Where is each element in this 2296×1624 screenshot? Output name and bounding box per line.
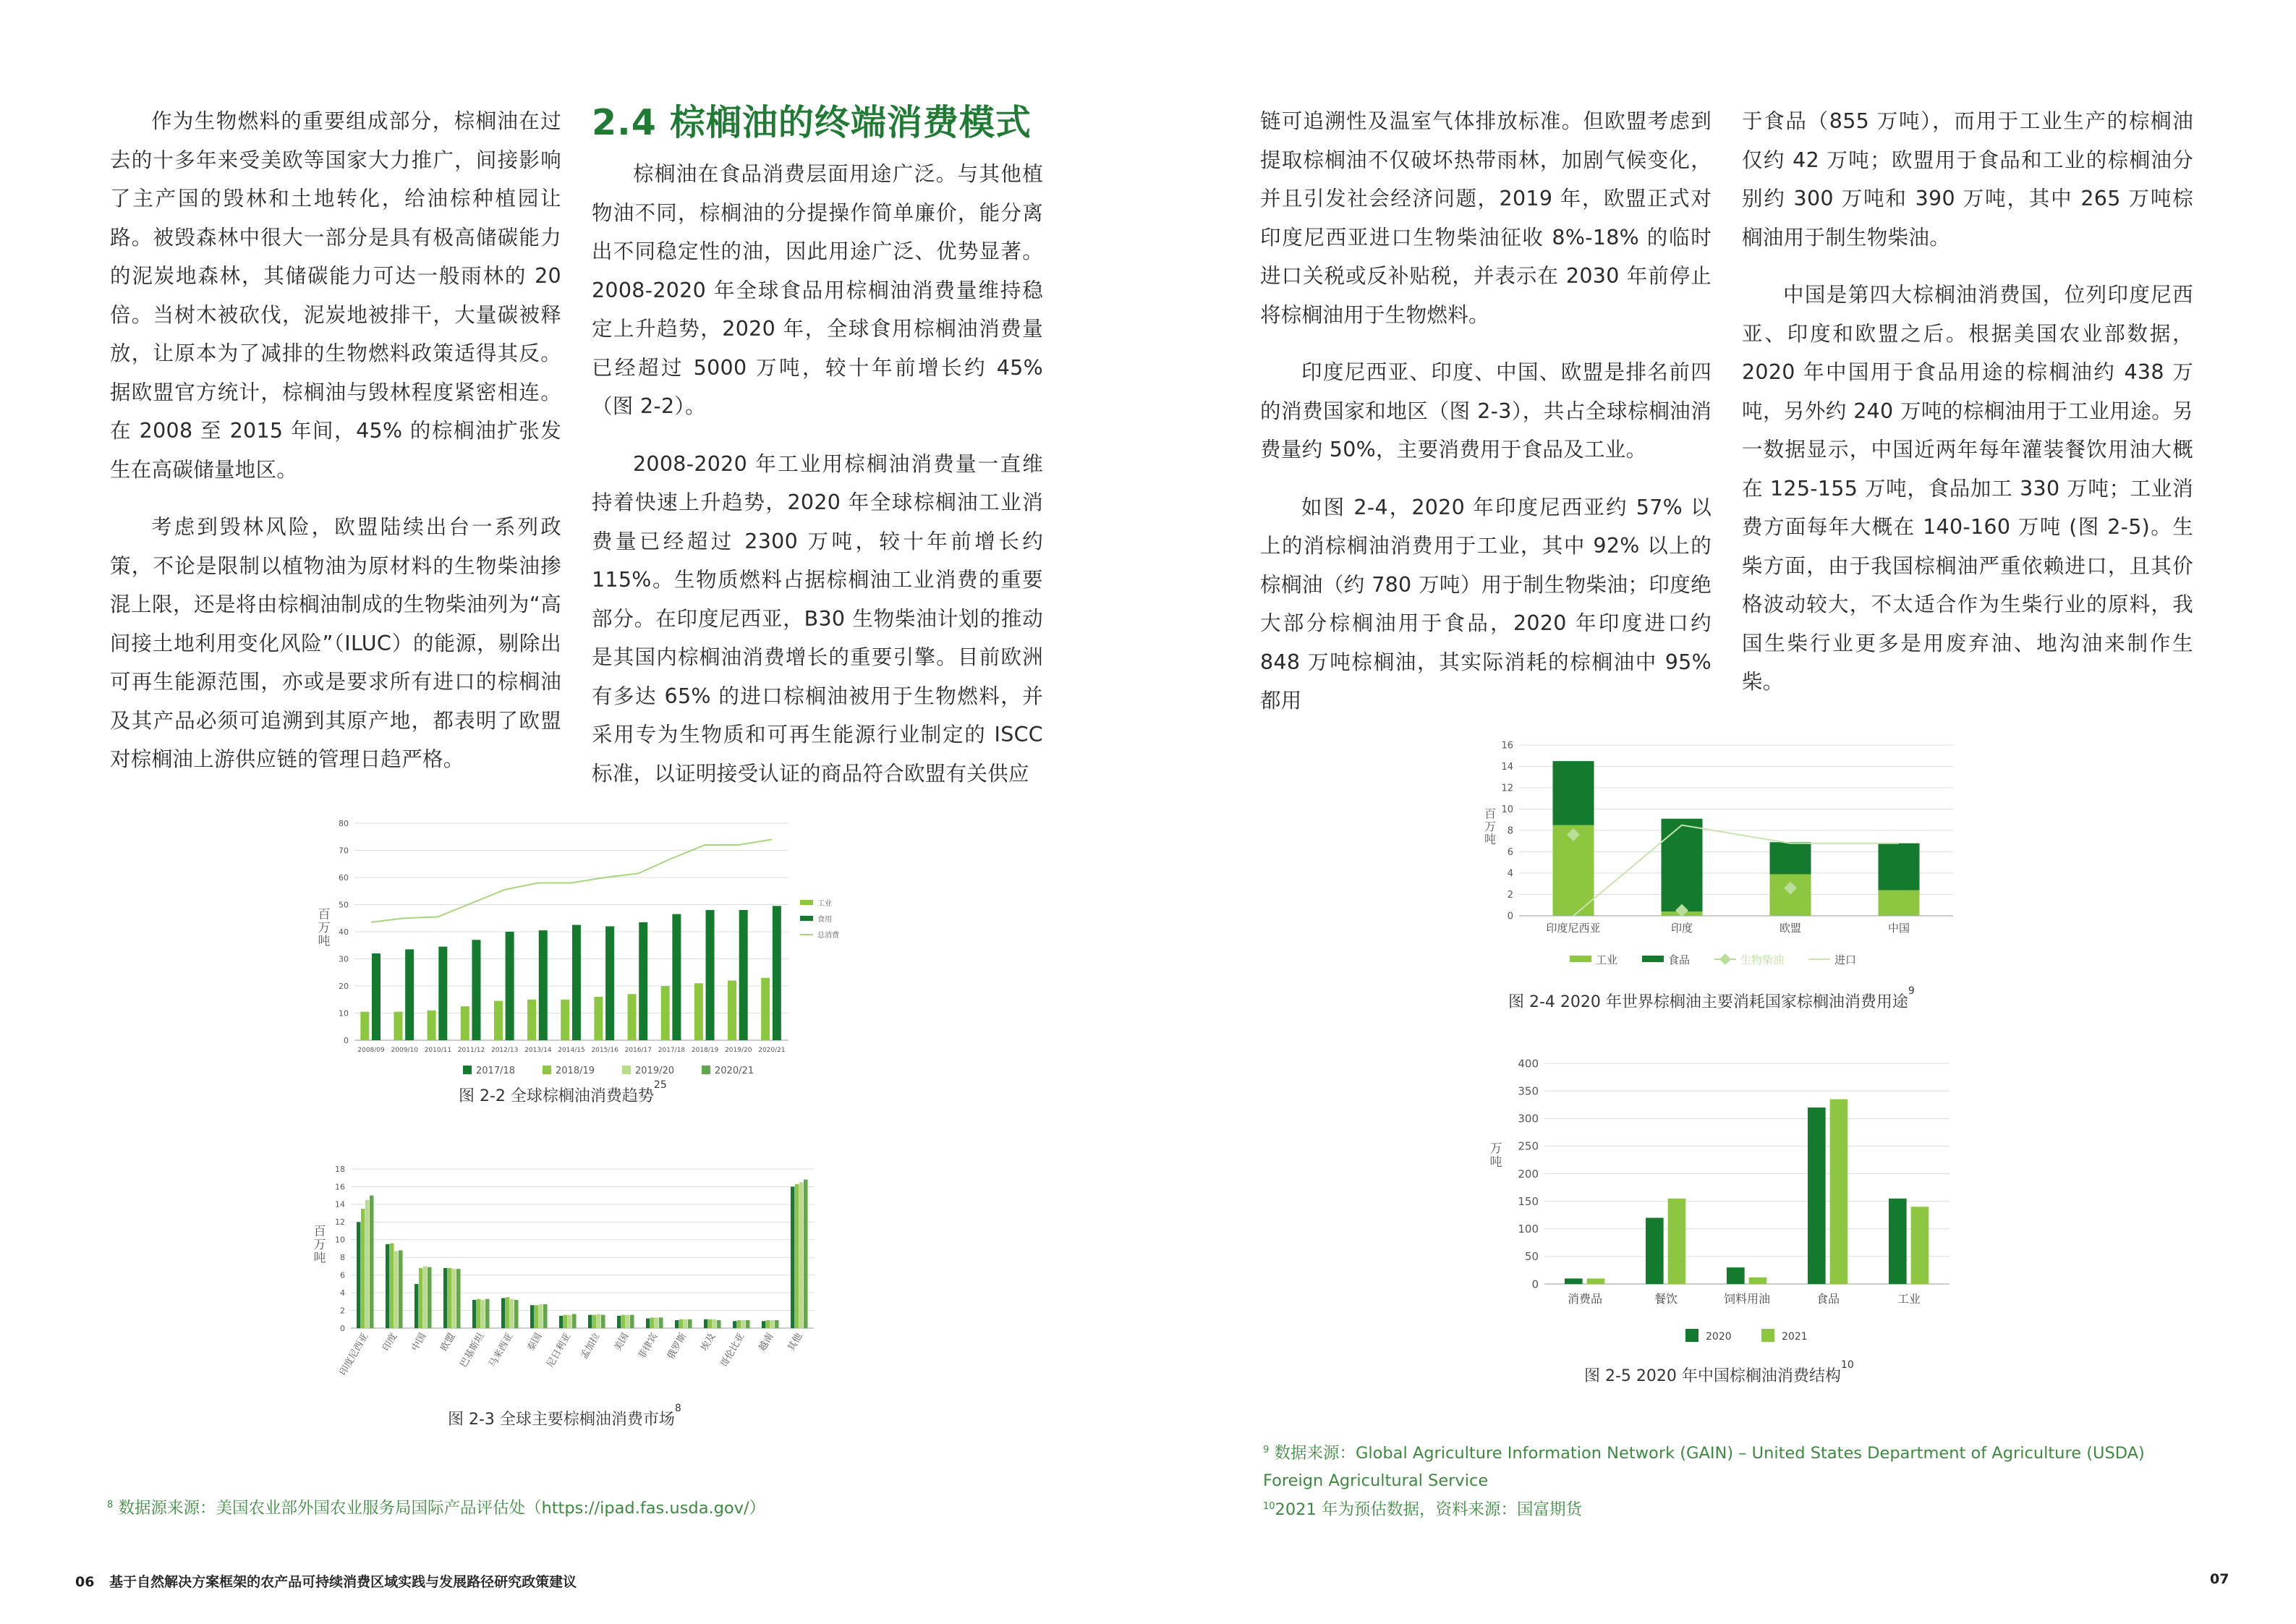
bar	[770, 1320, 775, 1328]
bar	[448, 1268, 452, 1328]
legend-swatch	[1761, 1329, 1774, 1342]
x-tick-label: 2014/15	[558, 1047, 585, 1054]
legend-swatch	[702, 1066, 710, 1074]
bar-2021	[1830, 1100, 1848, 1284]
bar	[394, 1251, 399, 1328]
bar-food	[572, 925, 581, 1040]
bar	[456, 1269, 461, 1328]
y-axis-label: 吨	[1489, 1155, 1502, 1170]
bar	[501, 1298, 506, 1328]
x-tick-label: 印度	[380, 1331, 400, 1353]
bar	[510, 1299, 514, 1328]
line-import	[1573, 825, 1899, 916]
y-axis-label: 万	[1489, 1142, 1502, 1157]
bar	[621, 1315, 626, 1328]
bar	[795, 1184, 799, 1328]
y-tick-label: 2	[1507, 890, 1513, 901]
bar	[419, 1268, 423, 1328]
bar-food	[639, 922, 647, 1040]
y-tick-label: 10	[339, 1008, 349, 1019]
y-axis-label: 吨	[313, 1251, 326, 1266]
paragraph: 印度尼西亚、印度、中国、欧盟是排名前四的消费国家和地区（图 2-3），共占全球棕榈油消费量约 50%，主要消费用于食品及工业。	[1260, 360, 1712, 462]
bar	[588, 1315, 592, 1328]
bar	[650, 1317, 655, 1328]
bar	[564, 1315, 568, 1328]
legend-swatch	[622, 1066, 631, 1074]
legend-label: 2017/18	[476, 1066, 516, 1076]
bar	[679, 1319, 684, 1328]
paragraph: 中国是第四大棕榈油消费国，位列印度尼西亚、印度和欧盟之后。根据美国农业部数据，2020 年中国用于食品用途的棕榈油约 438 万吨，另外约 240 万吨的棕榈油用于工业用途。另一数据显示，中国近两年每年灌装餐饮用油大概在 125-155 万吨，食品加工 330 万吨；工业消费方面每年大概在 140-160 万吨 (图 2-5)。生柴方面，由于我国棕榈油严重依赖进口，且其价格波动较大，不太适合作为生柴行业的原料，我国生柴行业更多是用废弃油、地沟油来制作生柴。	[1742, 283, 2193, 694]
legend-swatch	[1685, 1329, 1698, 1342]
caption-fig-2-2	[459, 1079, 667, 1106]
bar-food	[438, 947, 447, 1040]
chart-usage-by-country	[1476, 731, 1982, 977]
x-tick-label: 2018/19	[691, 1047, 719, 1054]
caption-text: 图 2-3 全球主要棕榈油消费市场	[448, 1411, 675, 1429]
legend-label: 工业	[1596, 953, 1618, 966]
bar	[684, 1319, 688, 1328]
footnote-mark: 9	[1263, 1445, 1270, 1455]
bar-food	[672, 914, 681, 1040]
middle-text-column	[592, 155, 1043, 793]
caption-fig-2-5	[1584, 1359, 1854, 1386]
bar	[423, 1266, 428, 1328]
bar-food	[472, 940, 480, 1040]
bar	[539, 1304, 543, 1328]
bar	[568, 1315, 572, 1328]
x-tick-label: 哥伦比亚	[718, 1331, 747, 1370]
bar	[804, 1180, 808, 1328]
x-tick-label: 中国	[1887, 922, 1910, 935]
bar	[485, 1299, 490, 1328]
footnote-9	[1263, 1440, 2203, 1495]
bar	[572, 1314, 577, 1328]
legend-label: 生物柴油	[1740, 953, 1785, 966]
paragraph: 2008-2020 年工业用棕榈油消费量一直维持着快速上升趋势，2020 年全球棕榈油工业消费量已经超过 2300 万吨，较十年前增长约 115%。生物质燃料占据棕榈油工业消费的重要部分。在印度尼西亚，B30 生物柴油计划的推动是其国内棕榈油消费增长的重要引擎。目前欧洲有多达 65% 的进口棕榈油被用于生物燃料，并采用专为生物质和可再生能源行业制定的 ISCC 标准，以证明接受认证的商品符合欧盟有关供应	[592, 451, 1043, 786]
x-tick-label: 2009/10	[391, 1047, 418, 1054]
chart-global-consumption-trend	[304, 810, 854, 1078]
footnote-mark: 8	[107, 1500, 114, 1510]
x-tick-label: 2015/16	[591, 1047, 618, 1054]
bar	[717, 1320, 721, 1328]
paragraph: 链可追溯性及温室气体排放标准。但欧盟考虑到提取棕榈油不仅破坏热带雨林，加剧气候变化，并且引发社会经济问题，2019 年，欧盟正式对印度尼西亚进口生物柴油征收 8%-18% 的临时进口关税或反补贴税，并表示在 2030 年前停止将棕榈油用于生物燃料。	[1260, 109, 1712, 327]
y-axis-label: 万	[313, 1238, 326, 1252]
y-tick-label: 20	[339, 981, 349, 991]
legend-swatch	[543, 1066, 551, 1074]
y-tick-label: 350	[1518, 1084, 1539, 1098]
chart-svg	[304, 1163, 854, 1395]
x-tick-label: 2017/18	[658, 1047, 686, 1054]
bar	[775, 1320, 779, 1328]
x-tick-label: 欧盟	[438, 1331, 458, 1353]
bar	[472, 1300, 477, 1328]
y-tick-label: 400	[1518, 1057, 1539, 1071]
footnote-text: 数据来源：Global Agriculture Information Network (GAIN) – United States Department of Agriculture (USDA) Foreign Agricultural Service	[1263, 1444, 2145, 1490]
bar-food	[1662, 819, 1703, 911]
bar	[659, 1317, 663, 1328]
legend-label: 进口	[1834, 953, 1857, 966]
legend-swatch	[1570, 956, 1591, 962]
y-tick-label: 100	[1518, 1223, 1539, 1236]
bar	[646, 1319, 650, 1328]
caption-fig-2-4	[1508, 985, 1915, 1012]
bar-industry	[628, 994, 637, 1040]
legend-label: 食品	[1668, 953, 1691, 966]
bar-2021	[1911, 1207, 1929, 1284]
paragraph: 如图 2-4，2020 年印度尼西亚约 57% 以上的消棕榈油消费用于工业，其中 92% 以上的棕榈油（约 780 万吨）用于制生物柴油；印度绝大部分棕榈油用于食品，2020 年印度进口约 848 万吨棕榈油，其实际消耗的棕榈油中 95% 都用	[1260, 495, 1712, 713]
bar-food	[372, 953, 380, 1040]
x-tick-label: 2013/14	[524, 1047, 552, 1054]
bar	[399, 1250, 403, 1328]
bar	[799, 1182, 804, 1328]
bar	[414, 1284, 419, 1328]
y-tick-label: 300	[1518, 1112, 1539, 1126]
bar	[733, 1321, 737, 1328]
bar	[617, 1316, 621, 1328]
bar-industry	[360, 1012, 369, 1040]
y-tick-label: 40	[339, 927, 349, 937]
x-tick-label: 2012/13	[490, 1047, 519, 1054]
caption-fig-2-3	[448, 1403, 681, 1429]
bar	[530, 1305, 535, 1328]
bar	[713, 1319, 717, 1328]
footer-left	[75, 1571, 577, 1591]
legend-label: 2020	[1706, 1331, 1732, 1343]
bar-food	[405, 949, 414, 1040]
bar-2021	[1587, 1278, 1605, 1284]
section-title: 2.4 棕榈油的终端消费模式	[592, 102, 1032, 143]
y-axis-label: 百	[313, 1224, 326, 1239]
y-axis-label: 万	[318, 921, 331, 935]
right-text-column-a	[1260, 102, 1712, 720]
bar	[452, 1269, 456, 1328]
y-axis-label: 百	[318, 907, 331, 922]
y-tick-label: 250	[1518, 1139, 1539, 1153]
bar-2020	[1727, 1267, 1745, 1284]
bar-industry	[494, 1001, 503, 1040]
legend-label: 2019/20	[635, 1066, 675, 1076]
chart-svg	[1476, 731, 1982, 977]
bar	[597, 1314, 601, 1328]
y-tick-label: 10	[335, 1235, 345, 1245]
legend-swatch	[800, 900, 813, 905]
bar	[386, 1244, 390, 1328]
chart-major-markets	[304, 1163, 854, 1395]
caption-ref: 8	[674, 1403, 681, 1414]
y-tick-label: 14	[1501, 762, 1513, 773]
bar-industry	[694, 983, 703, 1040]
bar-industry	[728, 981, 736, 1041]
caption-text: 图 2-2 全球棕榈油消费趋势	[459, 1087, 654, 1105]
bar	[559, 1316, 564, 1328]
paragraph: 棕榈油在食品消费层面用途广泛。与其他植物油不同，棕榈油的分提操作简单廉价，能分离出不同稳定性的油，因此用途广泛、优势显著。2008-2020 年全球食品用棕榈油消费量维持稳定上升趋势，2020 年，全球食用棕榈油消费量已经超过 5000 万吨，较十年前增长约 45%（图 2-2）。	[592, 162, 1043, 418]
legend-label: 2020/21	[715, 1066, 754, 1076]
y-tick-label: 18	[335, 1164, 345, 1174]
bar	[737, 1320, 741, 1328]
x-tick-label: 欧盟	[1779, 922, 1802, 935]
x-tick-label: 尼日利亚	[545, 1331, 574, 1370]
bar	[477, 1299, 481, 1328]
y-tick-label: 200	[1518, 1167, 1539, 1181]
bar	[704, 1319, 708, 1328]
bar	[675, 1320, 679, 1328]
x-tick-label: 越南	[757, 1331, 776, 1353]
y-tick-label: 8	[1507, 825, 1513, 837]
footer-title: 基于自然解决方案框架的农产品可持续消费区域实践与发展路径研究政策建议	[109, 1574, 577, 1590]
bar	[543, 1304, 548, 1328]
x-tick-label: 菲律宾	[636, 1331, 660, 1361]
y-tick-label: 0	[1507, 911, 1513, 922]
bar	[601, 1315, 605, 1328]
bar-2020	[1565, 1278, 1583, 1284]
page-number-left: 06	[75, 1574, 95, 1590]
right-text-column-b	[1742, 102, 2193, 702]
bar	[746, 1320, 750, 1328]
y-tick-label: 16	[1501, 740, 1513, 752]
bar	[630, 1315, 634, 1328]
bar-industry	[1879, 890, 1920, 916]
bar-2020	[1808, 1108, 1826, 1284]
caption-text: 图 2-4 2020 年世界棕榈油主要消耗国家棕榈油消费用途	[1508, 993, 1908, 1011]
y-tick-label: 0	[340, 1323, 345, 1333]
y-axis-label: 吨	[1484, 832, 1497, 846]
bar-industry	[761, 978, 770, 1040]
bar	[762, 1321, 766, 1328]
bar-food	[1879, 843, 1920, 890]
bar-food	[773, 906, 781, 1040]
paragraph: 作为生物燃料的重要组成部分，棕榈油在过去的十多年来受美欧等国家大力推广，间接影响了主产国的毁林和土地转化，给油棕种植园让路。被毁森林中很大一部分是具有极高储碳能力的泥炭地森林，其储碳能力可达一般雨林的 20 倍。当树木被砍伐，泥炭地被排干，大量碳被释放，让原本为了减排的生物燃料政策适得其反。据欧盟官方统计，棕榈油与毁林程度紧密相连。在 2008 至 2015 年间，45% 的棕榈油扩张发生在高碳储量地区。	[110, 109, 561, 482]
x-tick-label: 2020/21	[758, 1047, 786, 1054]
x-tick-label: 2019/20	[725, 1047, 752, 1054]
y-tick-label: 2	[340, 1306, 345, 1316]
bar-2021	[1668, 1199, 1686, 1284]
y-axis-label: 吨	[318, 934, 331, 949]
caption-ref: 10	[1840, 1359, 1854, 1371]
caption-text: 图 2-5 2020 年中国棕榈油消费结构	[1584, 1367, 1841, 1385]
paragraph: 于食品（855 万吨），而用于工业生产的棕榈油仅约 42 万吨；欧盟用于食品和工业的棕榈油分别约 300 万吨和 390 万吨，其中 265 万吨棕榈油用于制生物柴油。	[1742, 109, 2193, 250]
y-tick-label: 50	[339, 900, 349, 910]
chart-svg	[1476, 1049, 1982, 1353]
bar-industry	[661, 986, 670, 1040]
y-tick-label: 150	[1518, 1194, 1539, 1208]
bar	[655, 1317, 659, 1328]
y-tick-label: 0	[344, 1035, 349, 1045]
x-tick-label: 2011/12	[457, 1047, 485, 1054]
x-tick-label: 美国	[612, 1331, 632, 1353]
x-tick-label: 埃及	[699, 1331, 718, 1353]
caption-ref: 9	[1908, 985, 1915, 997]
legend-swatch	[800, 916, 813, 921]
bar	[357, 1222, 361, 1328]
x-tick-label: 饲料用油	[1723, 1292, 1771, 1306]
y-tick-label: 0	[1531, 1277, 1539, 1291]
legend-label: 2021	[1782, 1331, 1808, 1343]
x-tick-label: 2008/09	[357, 1047, 385, 1054]
x-tick-label: 2010/11	[424, 1047, 452, 1054]
x-tick-label: 中国	[409, 1331, 429, 1353]
y-tick-label: 30	[339, 954, 349, 964]
y-tick-label: 50	[1524, 1250, 1539, 1264]
bar-2020	[1889, 1199, 1907, 1284]
bar	[592, 1315, 597, 1328]
bar-industry	[561, 1000, 569, 1040]
bar-food	[1553, 761, 1594, 825]
bar	[443, 1268, 448, 1328]
y-tick-label: 70	[339, 846, 349, 856]
y-tick-label: 14	[335, 1199, 345, 1210]
bar	[535, 1305, 539, 1328]
y-tick-label: 10	[1501, 804, 1513, 816]
x-tick-label: 巴基斯坦	[458, 1331, 487, 1370]
x-tick-label: 消费品	[1567, 1292, 1603, 1306]
y-tick-label: 4	[1507, 868, 1513, 880]
bar	[688, 1319, 692, 1328]
x-tick-label: 马来西亚	[487, 1331, 516, 1370]
y-tick-label: 12	[1501, 783, 1513, 794]
bar-food	[506, 932, 514, 1040]
y-tick-label: 60	[339, 872, 349, 883]
bar-industry	[461, 1006, 469, 1040]
bar	[514, 1300, 519, 1328]
x-tick-label: 印度尼西亚	[1546, 922, 1601, 935]
legend-label: 食用	[817, 916, 832, 924]
y-tick-label: 16	[335, 1182, 345, 1192]
chart-china-structure	[1476, 1049, 1982, 1353]
page-number-right: 07	[2210, 1571, 2229, 1587]
bar	[481, 1300, 485, 1328]
legend-swatch	[1642, 956, 1664, 962]
bar	[428, 1267, 432, 1328]
bar	[626, 1315, 630, 1328]
bar-food	[739, 910, 748, 1040]
y-tick-label: 80	[339, 818, 349, 828]
y-tick-label: 4	[340, 1288, 345, 1298]
bar	[361, 1209, 365, 1328]
bar	[708, 1319, 713, 1328]
bar-industry	[527, 1000, 536, 1040]
bar-food	[706, 910, 715, 1040]
bar	[370, 1196, 374, 1328]
y-tick-label: 6	[1507, 847, 1513, 859]
bar-food	[539, 930, 548, 1040]
x-tick-label: 其他	[786, 1331, 805, 1353]
bar	[741, 1320, 746, 1328]
x-tick-label: 食品	[1816, 1292, 1840, 1306]
bar-food	[1770, 842, 1811, 874]
bar-industry	[394, 1012, 402, 1040]
x-tick-label: 2016/17	[624, 1047, 652, 1054]
left-text-column	[110, 102, 561, 779]
bar	[390, 1243, 394, 1328]
x-tick-label: 餐饮	[1654, 1292, 1678, 1306]
footnote-text: 2021 年为预估数据，资料来源：国富期货	[1275, 1500, 1582, 1519]
y-axis-label: 万	[1484, 820, 1497, 833]
bar	[766, 1320, 770, 1328]
bar-industry	[594, 997, 603, 1040]
y-axis-label: 百	[1484, 807, 1497, 821]
footnote-10	[1263, 1496, 2203, 1523]
legend-swatch	[463, 1066, 472, 1074]
y-tick-label: 12	[335, 1217, 345, 1228]
footnote-text: 数据源来源：美国农业部外国农业服务局国际产品评估处（https://ipad.fas.usda.gov/）	[118, 1499, 766, 1518]
paragraph: 考虑到毁林风险，欧盟陆续出台一系列政策，不论是限制以植物油为原材料的生物柴油掺混上限，还是将由棕榈油制成的生物柴油列为“高间接土地利用变化风险”（ILUC）的能源，剔除出可再生能源范围，亦或是要求所有进口的棕榈油及其产品必须可追溯到其原产地，都表明了欧盟对棕榈油上游供应链的管理日趋严格。	[110, 515, 561, 771]
bar-2020	[1646, 1218, 1664, 1285]
bar-industry	[1770, 874, 1811, 916]
x-tick-label: 印度	[1670, 922, 1693, 935]
legend-label: 总消费	[817, 932, 839, 940]
bar-industry	[428, 1011, 436, 1040]
x-tick-label: 俄罗斯	[665, 1331, 689, 1361]
y-tick-label: 6	[340, 1270, 345, 1280]
bar-food	[605, 927, 614, 1041]
legend-label: 2018/19	[556, 1066, 595, 1076]
bar	[506, 1297, 510, 1328]
line-total	[371, 840, 772, 922]
footnote-8	[107, 1495, 1091, 1522]
x-tick-label: 印度尼西亚	[337, 1331, 371, 1378]
legend-swatch	[1719, 953, 1731, 965]
caption-ref: 25	[653, 1079, 667, 1091]
x-tick-label: 孟加拉	[578, 1331, 603, 1361]
bar	[365, 1200, 370, 1328]
x-tick-label: 泰国	[525, 1331, 545, 1353]
bar-2021	[1749, 1277, 1767, 1284]
legend-label: 工业	[817, 900, 832, 908]
footnote-mark: 10	[1263, 1501, 1275, 1512]
x-tick-label: 工业	[1897, 1292, 1921, 1306]
chart-svg	[304, 810, 854, 1078]
y-tick-label: 8	[340, 1253, 345, 1263]
bar	[791, 1186, 795, 1328]
